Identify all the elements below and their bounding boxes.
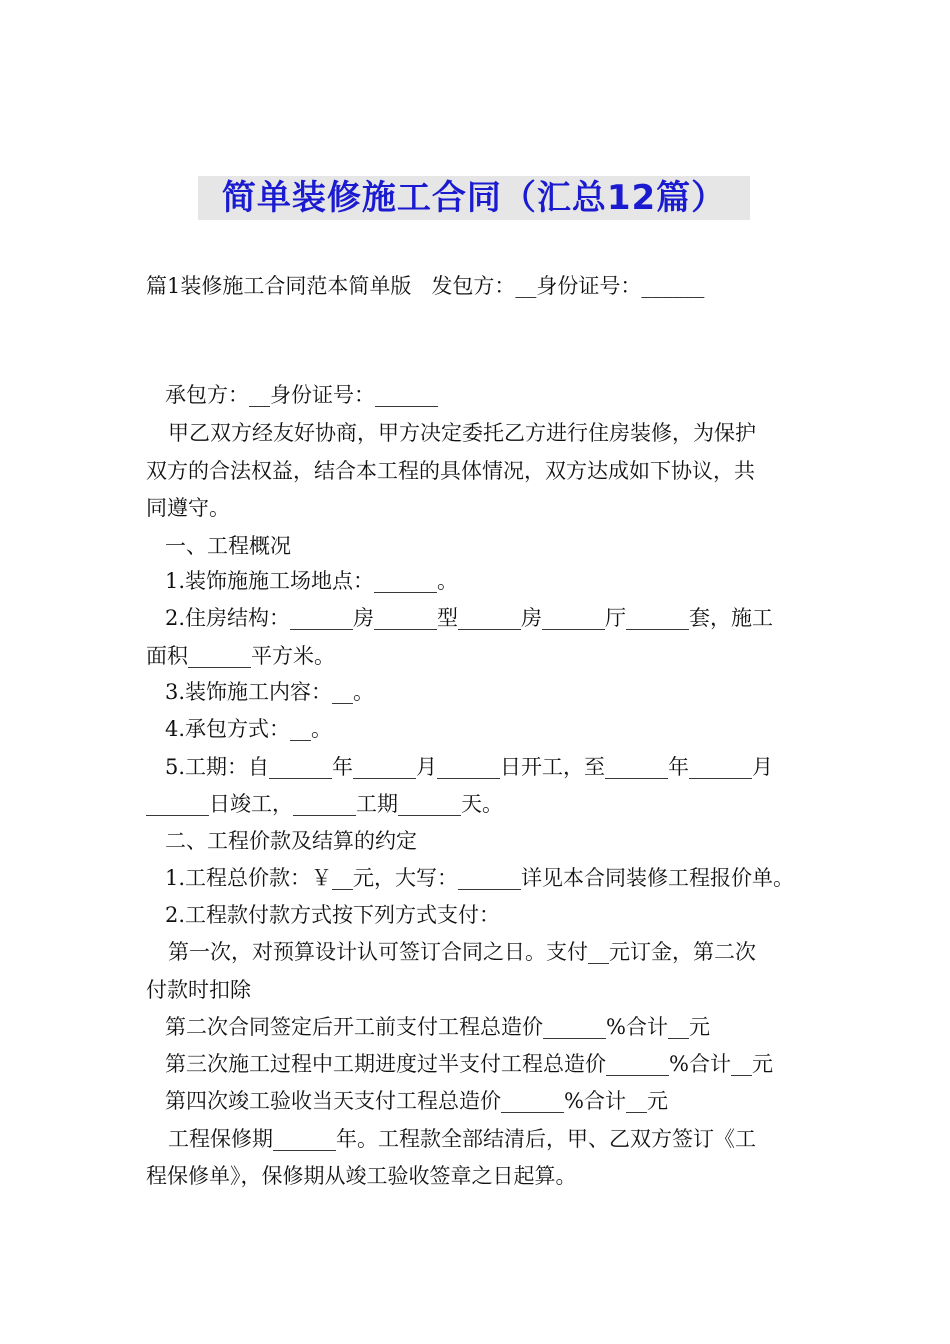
document-title: 简单装修施工合同（汇总12篇）: [221, 178, 727, 218]
payment-line: 第二次合同签定后开工前支付工程总造价______%合计__元: [165, 1015, 710, 1039]
clause-line: 面积______平方米。: [146, 644, 335, 668]
section-heading: 一、工程概况: [165, 534, 291, 558]
title-highlight: [198, 176, 750, 220]
clause-line: 1.装饰施施工场地点：______。: [165, 569, 459, 593]
section-heading-line: 篇1装修施工合同范本简单版 发包方：__身份证号：______: [146, 274, 705, 298]
payment-line: 付款时扣除: [146, 978, 251, 1002]
clause-line: 3.装饰施工内容：__。: [165, 680, 375, 704]
payment-line: 第三次施工过程中工期进度过半支付工程总造价______%合计__元: [165, 1052, 773, 1076]
clause-line: 2.住房结构：______房______型______房______厅______套，施工: [165, 606, 774, 630]
paragraph-line: 双方的合法权益，结合本工程的具体情况，双方达成如下协议，共: [146, 459, 755, 483]
contractor-line: 承包方：__身份证号：______: [165, 383, 438, 407]
clause-line: 1.工程总价款：￥__元，大写：______详见本合同装修工程报价单。: [165, 866, 795, 890]
warranty-line: 程保修单》，保修期从竣工验收签章之日起算。: [146, 1164, 577, 1188]
clause-line: ______日竣工，______工期______天。: [146, 792, 503, 816]
clause-line: 2.工程款付款方式按下列方式支付：: [165, 903, 501, 927]
payment-line: 第四次竣工验收当天支付工程总造价______%合计__元: [165, 1089, 668, 1113]
paragraph-line: 甲乙双方经友好协商，甲方决定委托乙方进行住房装修，为保护: [168, 421, 756, 445]
section-heading: 二、工程价款及结算的约定: [165, 829, 417, 853]
warranty-line: 工程保修期______年。工程款全部结清后，甲、乙双方签订《工: [168, 1127, 756, 1151]
paragraph-line: 同遵守。: [146, 496, 230, 520]
payment-line: 第一次，对预算设计认可签订合同之日。支付__元订金，第二次: [168, 940, 756, 964]
clause-line: 5.工期：自______年______月______日开工，至______年______月: [165, 755, 774, 779]
clause-line: 4.承包方式：__。: [165, 717, 333, 741]
